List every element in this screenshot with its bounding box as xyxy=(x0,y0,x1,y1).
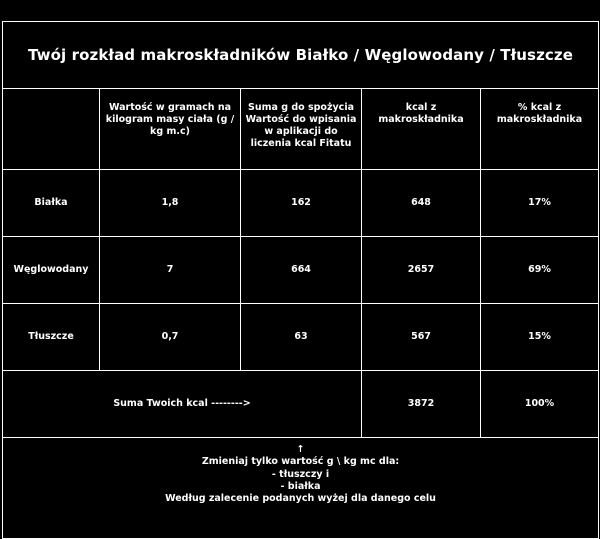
cell-pct: 69% xyxy=(481,237,599,304)
table-row-bialka xyxy=(3,170,599,237)
table-row-tluszcze xyxy=(3,304,599,371)
header-sum-g: Suma g do spożycia Wartość do wpisania w aplikacji do liczenia kcal Fitatu xyxy=(241,89,362,170)
cell-kcal: 2657 xyxy=(362,237,481,304)
cell-sum-g: 162 xyxy=(241,170,362,237)
cell-per-kg: 7 xyxy=(100,237,241,304)
note-line-1: Zmieniaj tylko wartość g \ kg mc dla: xyxy=(201,456,400,468)
header-per-kg: Wartość w gramach na kilogram masy ciała (g / kg m.c) xyxy=(100,89,241,170)
row-label: Białka xyxy=(3,170,100,237)
cell-per-kg: 0,7 xyxy=(100,304,241,371)
header-row xyxy=(3,89,599,170)
header-label-cell xyxy=(3,89,100,170)
cell-pct: 15% xyxy=(481,304,599,371)
header-pct-kcal: % kcal z makroskładnika xyxy=(481,89,599,170)
cell-per-kg: 1,8 xyxy=(100,170,241,237)
row-label: Tłuszcze xyxy=(3,304,100,371)
sum-pct: 100% xyxy=(481,371,599,438)
cell-sum-g: 63 xyxy=(241,304,362,371)
macro-table xyxy=(2,21,599,539)
cell-kcal: 567 xyxy=(362,304,481,371)
note-row xyxy=(3,438,599,539)
note-line-3: - białka xyxy=(280,481,321,493)
title-row xyxy=(3,22,599,89)
cell-pct: 17% xyxy=(481,170,599,237)
sum-row xyxy=(3,371,599,438)
cell-sum-g: 664 xyxy=(241,237,362,304)
row-label: Węglowodany xyxy=(3,237,100,304)
note-cell xyxy=(3,438,599,539)
sum-kcal: 3872 xyxy=(362,371,481,438)
header-kcal: kcal z makroskładnika xyxy=(362,89,481,170)
sum-label: Suma Twoich kcal --------> xyxy=(3,371,362,438)
table-title: Twój rozkład makroskładników Białko / Węglowodany / Tłuszcze xyxy=(3,22,599,89)
note-line-2: - tłuszczy i xyxy=(271,468,330,480)
cell-kcal: 648 xyxy=(362,170,481,237)
table-row-weglowodany xyxy=(3,237,599,304)
up-arrow-icon: ↑ xyxy=(296,444,305,455)
note-line-4: Według zalecenie podanych wyżej dla danego celu xyxy=(165,493,436,505)
